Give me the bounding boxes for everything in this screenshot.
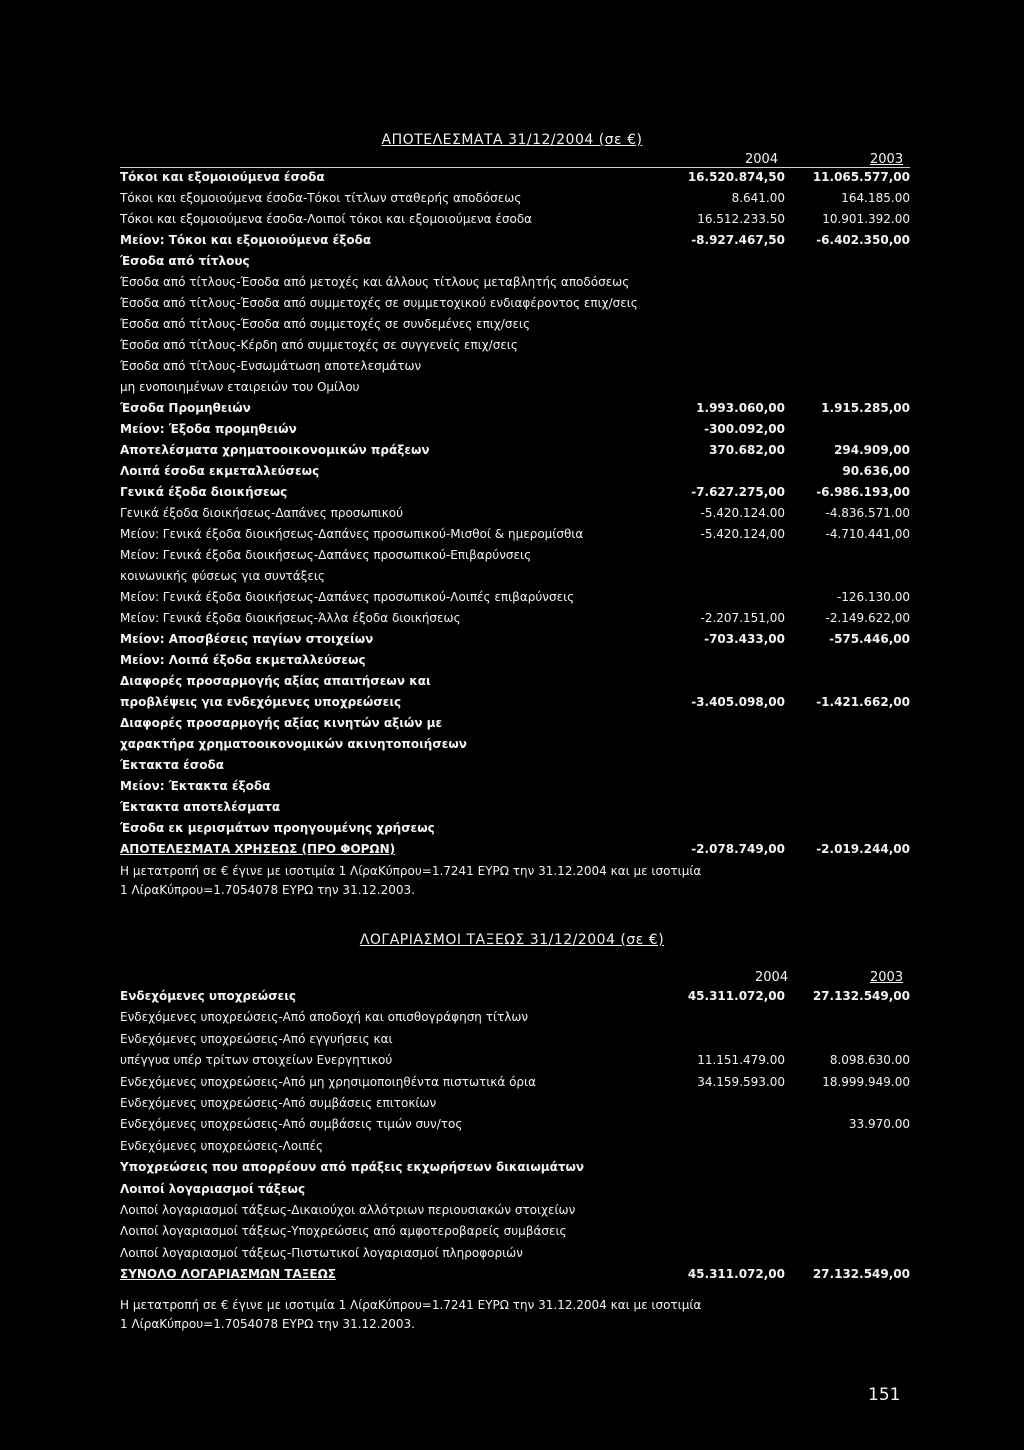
value-2003: 10.901.392.00 [822,212,910,226]
results-col-2003: 2003 [870,152,904,167]
row-label: Μείον: Γενικά έξοδα διοικήσεως-Άλλα έξοδα διοικήσεως [120,611,461,625]
value-2004: -5.420.124,00 [700,527,785,541]
table-row [120,1158,910,1176]
table-row [120,441,910,459]
row-label: Ενδεχόμενες υποχρεώσεις-Από εγγυήσεις και [120,1031,393,1046]
value-2003: 27.132.549,00 [812,989,910,1003]
value-2003: 27.132.549,00 [812,1267,910,1282]
value-2003: 11.065.577,00 [812,170,910,184]
table-row [120,294,910,312]
value-2003: 90.636,00 [842,464,910,478]
row-label: κοινωνικής φύσεως για συντάξεις [120,569,325,583]
results-col-2004: 2004 [745,152,779,167]
value-2004: 45.311.072,00 [687,1267,785,1282]
row-label: μη ενοποιημένων εταιρειών του Ομίλου [120,380,360,394]
table-row [120,1222,910,1240]
row-label: Έσοδα εκ μερισμάτων προηγουμένης χρήσεως [120,821,435,835]
row-label: Μείον: Γενικά έξοδα διοικήσεως-Δαπάνες προσωπικού-Λοιπές επιβαρύνσεις [120,590,575,604]
table-row [120,483,910,501]
row-label: Ενδεχόμενες υποχρεώσεις [120,989,297,1003]
value-2004: -5.420.124.00 [700,506,785,520]
table-row [120,462,910,480]
table-row [120,336,910,354]
table-row [120,378,910,396]
table-row [120,609,910,627]
table-row [120,315,910,333]
value-2003: 8.098.630.00 [829,1053,910,1068]
row-label: ΣΥΝΟΛΟ ΛΟΓΑΡΙΑΣΜΩΝ ΤΑΞΕΩΣ [120,1267,336,1282]
memo-note [120,1296,880,1334]
value-2004: 16.520.874,50 [687,170,785,184]
table-row [120,210,910,228]
results-note-line-2: 1 ΛίραΚύπρου=1.7054078 ΕΥΡΩ την 31.12.2003. [120,883,415,897]
row-label: Τόκοι και εξομοιούμενα έσοδα-Λοιποί τόκοι και εξομοιούμενα έσοδα [120,212,533,226]
table-row [120,567,910,585]
row-label: Ενδεχόμενες υποχρεώσεις-Από αποδοχή και οπισθογράφηση τίτλων [120,1010,529,1025]
value-2003: 164.185.00 [841,191,910,205]
value-2004: 45.311.072,00 [687,989,785,1003]
row-label: Μείον: Λοιπά έξοδα εκμεταλλεύσεως [120,653,366,667]
table-row [120,525,910,543]
results-note-line-1: Η μετατροπή σε € έγινε με ισοτιμία 1 ΛίραΚύπρου=1.7241 ΕΥΡΩ την 31.12.2004 και με ισοτιμία [120,864,702,878]
row-label: Λοιπά έσοδα εκμεταλλεύσεως [120,464,320,478]
row-label: χαρακτήρα χρηματοοικονομικών ακινητοποιήσεων [120,737,467,751]
table-row [120,1265,910,1283]
row-label: Έσοδα από τίτλους-Κέρδη από συμμετοχές σε συγγενείς επιχ/σεις [120,338,518,352]
row-label: Μείον: Τόκοι και εξομοιούμενα έξοδα [120,233,372,247]
value-2004: 1.993.060,00 [696,401,785,415]
value-2004: -2.078.749,00 [691,842,785,856]
table-row [120,420,910,438]
table-row [120,714,910,732]
row-label: Έσοδα από τίτλους-Ενσωμάτωση αποτελεσμάτων [120,359,422,373]
table-row [120,399,910,417]
table-row [120,546,910,564]
table-row [120,693,910,711]
row-label: Ενδεχόμενες υποχρεώσεις-Από συμβάσεις επιτοκίων [120,1096,437,1110]
value-2004: -7.627.275,00 [691,485,785,499]
row-label: Μείον: Έκτακτα έξοδα [120,779,271,793]
table-row [120,651,910,669]
value-2003: 33.970.00 [848,1117,910,1132]
value-2003: -6.402.350,00 [816,233,910,247]
row-label: Ενδεχόμενες υποχρεώσεις-Από μη χρησιμοποιηθέντα πιστωτικά όρια [120,1074,537,1089]
results-note [120,862,880,900]
row-label: Έσοδα από τίτλους-Έσοδα από μετοχές και άλλους τίτλους μεταβλητής αποδόσεως [120,275,630,289]
table-row [120,777,910,795]
value-2003: 18.999.949.00 [822,1074,910,1089]
value-2003: -2.149.622,00 [825,611,910,625]
row-label: Γενικά έξοδα διοικήσεως [120,485,288,499]
value-2004: 8.641.00 [731,191,785,205]
table-row [120,357,910,375]
value-2004: 34.159.593.00 [697,1074,785,1089]
row-label: Λοιποί λογαριασμοί τάξεως-Πιστωτικοί λογαριασμοί πληροφοριών [120,1245,523,1260]
table-row [120,189,910,207]
row-label: Υποχρεώσεις που απορρέουν από πράξεις εκχωρήσεων δικαιωμάτων [120,1160,585,1175]
table-row [120,168,910,186]
table-row [120,231,910,249]
table-row [120,1030,910,1048]
value-2004: -703.433,00 [704,632,785,646]
memo-note-line-2: 1 ΛίραΚύπρου=1.7054078 ΕΥΡΩ την 31.12.2003. [120,1317,415,1331]
value-2004: -3.405.098,00 [691,695,785,709]
value-2003: 294.909,00 [834,443,910,457]
table-row [120,1137,910,1155]
value-2004: -2.207.151,00 [700,611,785,625]
row-label: Αποτελέσματα χρηματοοικονομικών πράξεων [120,443,430,457]
table-row [120,1244,910,1262]
value-2003: -2.019.244,00 [816,842,910,856]
value-2003: 1.915.285,00 [821,401,910,415]
table-row [120,273,910,291]
row-label: Έκτακτα έσοδα [120,758,224,772]
row-label: Τόκοι και εξομοιούμενα έσοδα [120,170,325,184]
row-label: Ενδεχόμενες υποχρεώσεις-Από συμβάσεις τιμών συν/τος [120,1117,463,1132]
memo-col-2003: 2003 [870,970,904,985]
row-label: Λοιποί λογαριασμοί τάξεως-Υποχρεώσεις από αμφοτεροβαρείς συμβάσεις [120,1224,567,1239]
row-label: Μείον: Έξοδα προμηθειών [120,422,297,436]
table-row [120,630,910,648]
memo-note-line-1: Η μετατροπή σε € έγινε με ισοτιμία 1 ΛίραΚύπρου=1.7241 ΕΥΡΩ την 31.12.2004 και με ισοτιμία [120,1298,702,1312]
row-label: προβλέψεις για ενδεχόμενες υποχρεώσεις [120,695,402,709]
table-row [120,1094,910,1112]
row-label: Έσοδα από τίτλους-Έσοδα από συμμετοχές σε συνδεμένες επιχ/σεις [120,317,531,331]
value-2003: -4.710.441,00 [825,527,910,541]
table-row [120,987,910,1005]
value-2003: -126.130.00 [836,590,910,604]
row-label: Μείον: Γενικά έξοδα διοικήσεως-Δαπάνες προσωπικού-Επιβαρύνσεις [120,548,532,562]
table-row [120,735,910,753]
memo-col-2004: 2004 [755,970,789,985]
row-label: Γενικά έξοδα διοικήσεως-Δαπάνες προσωπικού [120,506,404,520]
value-2004: -8.927.467,50 [691,233,785,247]
memo-title: ΛΟΓΑΡΙΑΣΜΟΙ ΤΑΞΕΩΣ 31/12/2004 (σε €) [359,932,665,948]
row-label: υπέγγυα υπέρ τρίτων στοιχείων Ενεργητικού [120,1053,393,1068]
table-row [120,1201,910,1219]
row-label: Έσοδα από τίτλους-Έσοδα από συμμετοχές σε συμμετοχικού ενδιαφέροντος επιχ/σεις [120,296,638,310]
row-label: Διαφορές προσαρμογής αξίας απαιτήσεων και [120,674,431,688]
value-2003: -575.446,00 [829,632,910,646]
value-2004: 370.682,00 [709,443,785,457]
value-2004: 16.512.233.50 [697,212,785,226]
row-label: Λοιποί λογαριασμοί τάξεως-Δικαιούχοι αλλότριων περιουσιακών στοιχείων [120,1203,576,1217]
value-2003: -6.986.193,00 [816,485,910,499]
table-row [120,672,910,690]
row-label: Έκτακτα αποτελέσματα [120,800,281,814]
table-row [120,1115,910,1133]
table-row [120,798,910,816]
table-row [120,819,910,837]
row-label: Έσοδα από τίτλους [120,254,250,268]
row-label: Τόκοι και εξομοιούμενα έσοδα-Τόκοι τίτλων σταθερής αποδόσεως [120,191,522,205]
table-row [120,504,910,522]
row-label: Λοιποί λογαριασμοί τάξεως [120,1181,306,1196]
value-2004: -300.092,00 [704,422,785,436]
value-2004: 11.151.479.00 [697,1053,785,1068]
table-row [120,252,910,270]
row-label: Ενδεχόμενες υποχρεώσεις-Λοιπές [120,1138,324,1153]
results-title: ΑΠΟΤΕΛΕΣΜΑΤΑ 31/12/2004 (σε €) [381,132,643,148]
table-row [120,1180,910,1198]
table-row [120,1008,910,1026]
table-row [120,1051,910,1069]
row-label: ΑΠΟΤΕΛΕΣΜΑΤΑ ΧΡΗΣΕΩΣ (ΠΡΟ ΦΟΡΩΝ) [120,842,396,856]
table-row [120,756,910,774]
row-label: Διαφορές προσαρμογής αξίας κινητών αξιών με [120,716,443,730]
table-row [120,1073,910,1091]
value-2003: -1.421.662,00 [816,695,910,709]
row-label: Έσοδα Προμηθειών [120,401,251,415]
value-2003: -4.836.571.00 [825,506,910,520]
table-row [120,588,910,606]
page-number: 151 [868,1385,901,1405]
table-row [120,840,910,858]
row-label: Μείον: Αποσβέσεις παγίων στοιχείων [120,632,374,646]
row-label: Μείον: Γενικά έξοδα διοικήσεως-Δαπάνες προσωπικού-Μισθοί & ημερομίσθια [120,527,584,541]
